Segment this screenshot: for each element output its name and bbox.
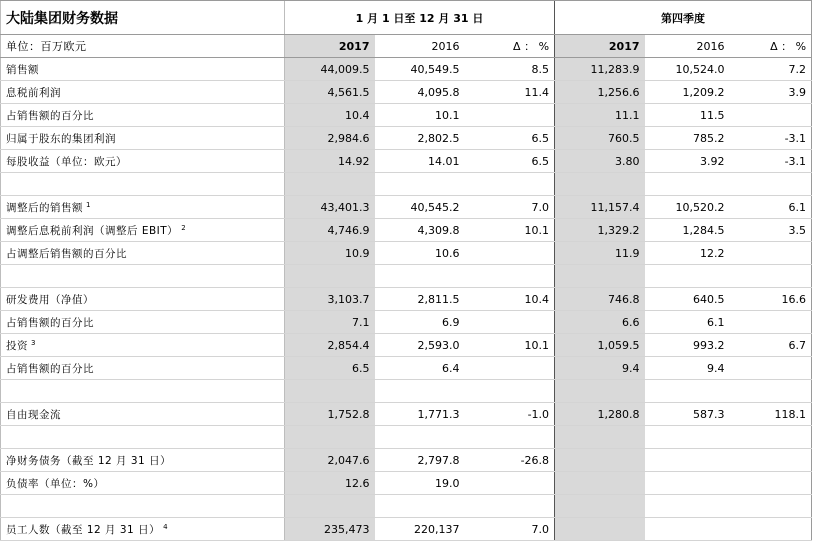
value-q4-2016	[645, 495, 730, 518]
table-row	[1, 357, 812, 380]
row-label	[1, 127, 285, 150]
col-header-q4-delta: Δ ： %	[730, 35, 812, 58]
delta-pct	[465, 311, 555, 334]
value-q4-2016: 1,209.2	[645, 81, 730, 104]
value-q4-2017: 760.5	[555, 127, 645, 150]
value-q4-2017: 11,283.9	[555, 58, 645, 81]
value-2017: 44,009.5	[285, 58, 375, 81]
row-label	[1, 265, 285, 288]
delta-pct: 6.5	[465, 150, 555, 173]
table-row	[1, 219, 812, 242]
delta-q4-pct: -3.1	[730, 127, 812, 150]
value-2017	[285, 173, 375, 196]
row-label-text: 占销售额的百分比	[6, 362, 94, 375]
delta-q4-pct	[730, 173, 812, 196]
value-q4-2017: 1,256.6	[555, 81, 645, 104]
unit-label: 单位：百万欧元	[1, 35, 285, 58]
value-q4-2017	[555, 265, 645, 288]
value-2017	[285, 495, 375, 518]
delta-pct	[465, 426, 555, 449]
delta-q4-pct: 16.6	[730, 288, 812, 311]
delta-q4-pct	[730, 242, 812, 265]
value-q4-2017: 1,059.5	[555, 334, 645, 357]
table-row	[1, 196, 812, 219]
value-q4-2017	[555, 426, 645, 449]
value-q4-2017	[555, 173, 645, 196]
delta-q4-pct	[730, 449, 812, 472]
delta-pct: 10.1	[465, 334, 555, 357]
delta-pct: -1.0	[465, 403, 555, 426]
value-2016: 1,771.3	[375, 403, 465, 426]
value-q4-2016: 785.2	[645, 127, 730, 150]
delta-pct: 6.5	[465, 127, 555, 150]
table-row	[1, 472, 812, 495]
delta-pct	[465, 472, 555, 495]
value-2016: 6.4	[375, 357, 465, 380]
value-2016: 14.01	[375, 150, 465, 173]
value-q4-2017: 6.6	[555, 311, 645, 334]
table-row	[1, 518, 812, 541]
value-2017: 7.1	[285, 311, 375, 334]
blank-row	[1, 173, 812, 196]
delta-q4-pct	[730, 265, 812, 288]
blank-row	[1, 380, 812, 403]
value-q4-2017: 11,157.4	[555, 196, 645, 219]
value-q4-2017	[555, 449, 645, 472]
delta-pct: 8.5	[465, 58, 555, 81]
delta-q4-pct: 3.9	[730, 81, 812, 104]
delta-q4-pct	[730, 311, 812, 334]
row-label-text: 负债率（单位：%）	[6, 477, 105, 490]
delta-pct	[465, 265, 555, 288]
table-row	[1, 127, 812, 150]
delta-pct	[465, 242, 555, 265]
delta-q4-pct	[730, 426, 812, 449]
value-q4-2016: 640.5	[645, 288, 730, 311]
value-q4-2017	[555, 518, 645, 541]
footnote-marker: 1	[86, 200, 91, 209]
value-2016: 2,797.8	[375, 449, 465, 472]
value-q4-2017: 11.9	[555, 242, 645, 265]
row-label-text: 息税前利润	[6, 86, 61, 99]
row-label	[1, 426, 285, 449]
value-q4-2016	[645, 518, 730, 541]
table-row	[1, 403, 812, 426]
footnote-marker: 2	[181, 223, 187, 232]
table-row	[1, 104, 812, 127]
delta-pct	[465, 173, 555, 196]
row-label-text: 占销售额的百分比	[6, 109, 94, 122]
value-q4-2016: 12.2	[645, 242, 730, 265]
row-label-text: 调整后的销售额	[6, 201, 83, 214]
period-header: 1 月 1 日至 12 月 31 日	[285, 1, 555, 35]
row-label	[1, 173, 285, 196]
value-2017: 1,752.8	[285, 403, 375, 426]
table-row	[1, 150, 812, 173]
row-label	[1, 150, 285, 173]
value-2016: 4,309.8	[375, 219, 465, 242]
table-row	[1, 81, 812, 104]
value-2017: 2,047.6	[285, 449, 375, 472]
value-2017	[285, 426, 375, 449]
row-label-text: 占销售额的百分比	[6, 316, 94, 329]
value-q4-2017: 1,329.2	[555, 219, 645, 242]
footnote-marker: 3	[31, 338, 36, 347]
value-q4-2016: 587.3	[645, 403, 730, 426]
value-2017: 235,473	[285, 518, 375, 541]
col-header-2017: 2017	[285, 35, 375, 58]
value-2016: 2,802.5	[375, 127, 465, 150]
value-2016	[375, 495, 465, 518]
value-2016	[375, 265, 465, 288]
row-label-text: 每股收益（单位：欧元）	[6, 155, 127, 168]
value-2016: 4,095.8	[375, 81, 465, 104]
delta-q4-pct	[730, 495, 812, 518]
blank-row	[1, 426, 812, 449]
row-label-text: 员工人数（截至 12 月 31 日）	[6, 523, 161, 536]
value-2016	[375, 380, 465, 403]
value-2016: 6.9	[375, 311, 465, 334]
table-row	[1, 58, 812, 81]
delta-q4-pct: 3.5	[730, 219, 812, 242]
value-2017: 2,984.6	[285, 127, 375, 150]
value-q4-2017	[555, 495, 645, 518]
row-label	[1, 81, 285, 104]
col-header-2016: 2016	[375, 35, 465, 58]
value-q4-2017: 3.80	[555, 150, 645, 173]
value-2016: 10.6	[375, 242, 465, 265]
value-q4-2016: 10,524.0	[645, 58, 730, 81]
delta-q4-pct: -3.1	[730, 150, 812, 173]
value-q4-2016	[645, 449, 730, 472]
value-q4-2017	[555, 380, 645, 403]
value-2017: 10.9	[285, 242, 375, 265]
value-2016: 19.0	[375, 472, 465, 495]
row-label	[1, 311, 285, 334]
value-2016: 10.1	[375, 104, 465, 127]
row-label	[1, 219, 285, 242]
value-q4-2016	[645, 472, 730, 495]
delta-q4-pct: 6.7	[730, 334, 812, 357]
value-2016: 2,811.5	[375, 288, 465, 311]
value-2016: 40,549.5	[375, 58, 465, 81]
delta-pct	[465, 495, 555, 518]
table-title: 大陆集团财务数据	[1, 1, 285, 35]
blank-row	[1, 495, 812, 518]
delta-pct	[465, 380, 555, 403]
value-2017: 4,561.5	[285, 81, 375, 104]
delta-q4-pct	[730, 104, 812, 127]
column-header-row	[1, 35, 812, 58]
table-row	[1, 242, 812, 265]
value-2016: 220,137	[375, 518, 465, 541]
value-q4-2016	[645, 173, 730, 196]
value-q4-2016: 6.1	[645, 311, 730, 334]
value-q4-2016: 3.92	[645, 150, 730, 173]
col-header-delta: Δ ： %	[465, 35, 555, 58]
value-q4-2016	[645, 426, 730, 449]
delta-q4-pct	[730, 472, 812, 495]
value-q4-2016: 9.4	[645, 357, 730, 380]
delta-q4-pct: 6.1	[730, 196, 812, 219]
row-label	[1, 104, 285, 127]
value-2017: 4,746.9	[285, 219, 375, 242]
quarter-header: 第四季度	[555, 1, 812, 35]
value-q4-2017: 746.8	[555, 288, 645, 311]
col-header-q4-2017: 2017	[555, 35, 645, 58]
delta-q4-pct	[730, 518, 812, 541]
value-q4-2017: 11.1	[555, 104, 645, 127]
col-header-q4-2016: 2016	[645, 35, 730, 58]
value-q4-2016	[645, 265, 730, 288]
delta-pct: 10.4	[465, 288, 555, 311]
value-2017: 3,103.7	[285, 288, 375, 311]
row-label	[1, 472, 285, 495]
row-label	[1, 288, 285, 311]
row-label	[1, 449, 285, 472]
row-label	[1, 334, 285, 357]
value-q4-2016	[645, 380, 730, 403]
row-label	[1, 380, 285, 403]
row-label	[1, 357, 285, 380]
value-2017	[285, 265, 375, 288]
value-2017: 14.92	[285, 150, 375, 173]
value-q4-2016: 10,520.2	[645, 196, 730, 219]
row-label	[1, 403, 285, 426]
delta-q4-pct: 7.2	[730, 58, 812, 81]
value-2016: 40,545.2	[375, 196, 465, 219]
row-label-text: 归属于股东的集团利润	[6, 132, 116, 145]
value-2016	[375, 173, 465, 196]
value-q4-2016: 11.5	[645, 104, 730, 127]
value-q4-2016: 1,284.5	[645, 219, 730, 242]
value-2017: 12.6	[285, 472, 375, 495]
value-q4-2016: 993.2	[645, 334, 730, 357]
table-row	[1, 288, 812, 311]
delta-q4-pct	[730, 357, 812, 380]
value-q4-2017	[555, 472, 645, 495]
delta-pct: 11.4	[465, 81, 555, 104]
delta-pct	[465, 104, 555, 127]
row-label-text: 占调整后销售额的百分比	[6, 247, 127, 260]
row-label-text: 销售额	[6, 63, 39, 76]
delta-pct: 10.1	[465, 219, 555, 242]
table-row	[1, 311, 812, 334]
delta-pct	[465, 357, 555, 380]
value-2017: 6.5	[285, 357, 375, 380]
row-label	[1, 495, 285, 518]
value-2017: 2,854.4	[285, 334, 375, 357]
delta-pct: -26.8	[465, 449, 555, 472]
value-q4-2017: 1,280.8	[555, 403, 645, 426]
row-label-text: 调整后息税前利润（调整后 EBIT）	[6, 224, 179, 237]
row-label	[1, 242, 285, 265]
value-2017: 43,401.3	[285, 196, 375, 219]
blank-row	[1, 265, 812, 288]
row-label-text: 自由现金流	[6, 408, 61, 421]
delta-q4-pct: 118.1	[730, 403, 812, 426]
row-label	[1, 518, 285, 541]
value-q4-2017: 9.4	[555, 357, 645, 380]
delta-pct: 7.0	[465, 518, 555, 541]
table-header-row	[1, 1, 812, 35]
table-row	[1, 449, 812, 472]
value-2016	[375, 426, 465, 449]
delta-pct: 7.0	[465, 196, 555, 219]
row-label-text: 研发费用（净值）	[6, 293, 94, 306]
footnote-marker: 4	[163, 522, 169, 531]
delta-q4-pct	[730, 380, 812, 403]
row-label	[1, 196, 285, 219]
value-2017	[285, 380, 375, 403]
value-2017: 10.4	[285, 104, 375, 127]
row-label-text: 投资	[6, 339, 28, 352]
row-label	[1, 58, 285, 81]
table-row	[1, 334, 812, 357]
row-label-text: 净财务债务（截至 12 月 31 日）	[6, 454, 172, 467]
value-2016: 2,593.0	[375, 334, 465, 357]
